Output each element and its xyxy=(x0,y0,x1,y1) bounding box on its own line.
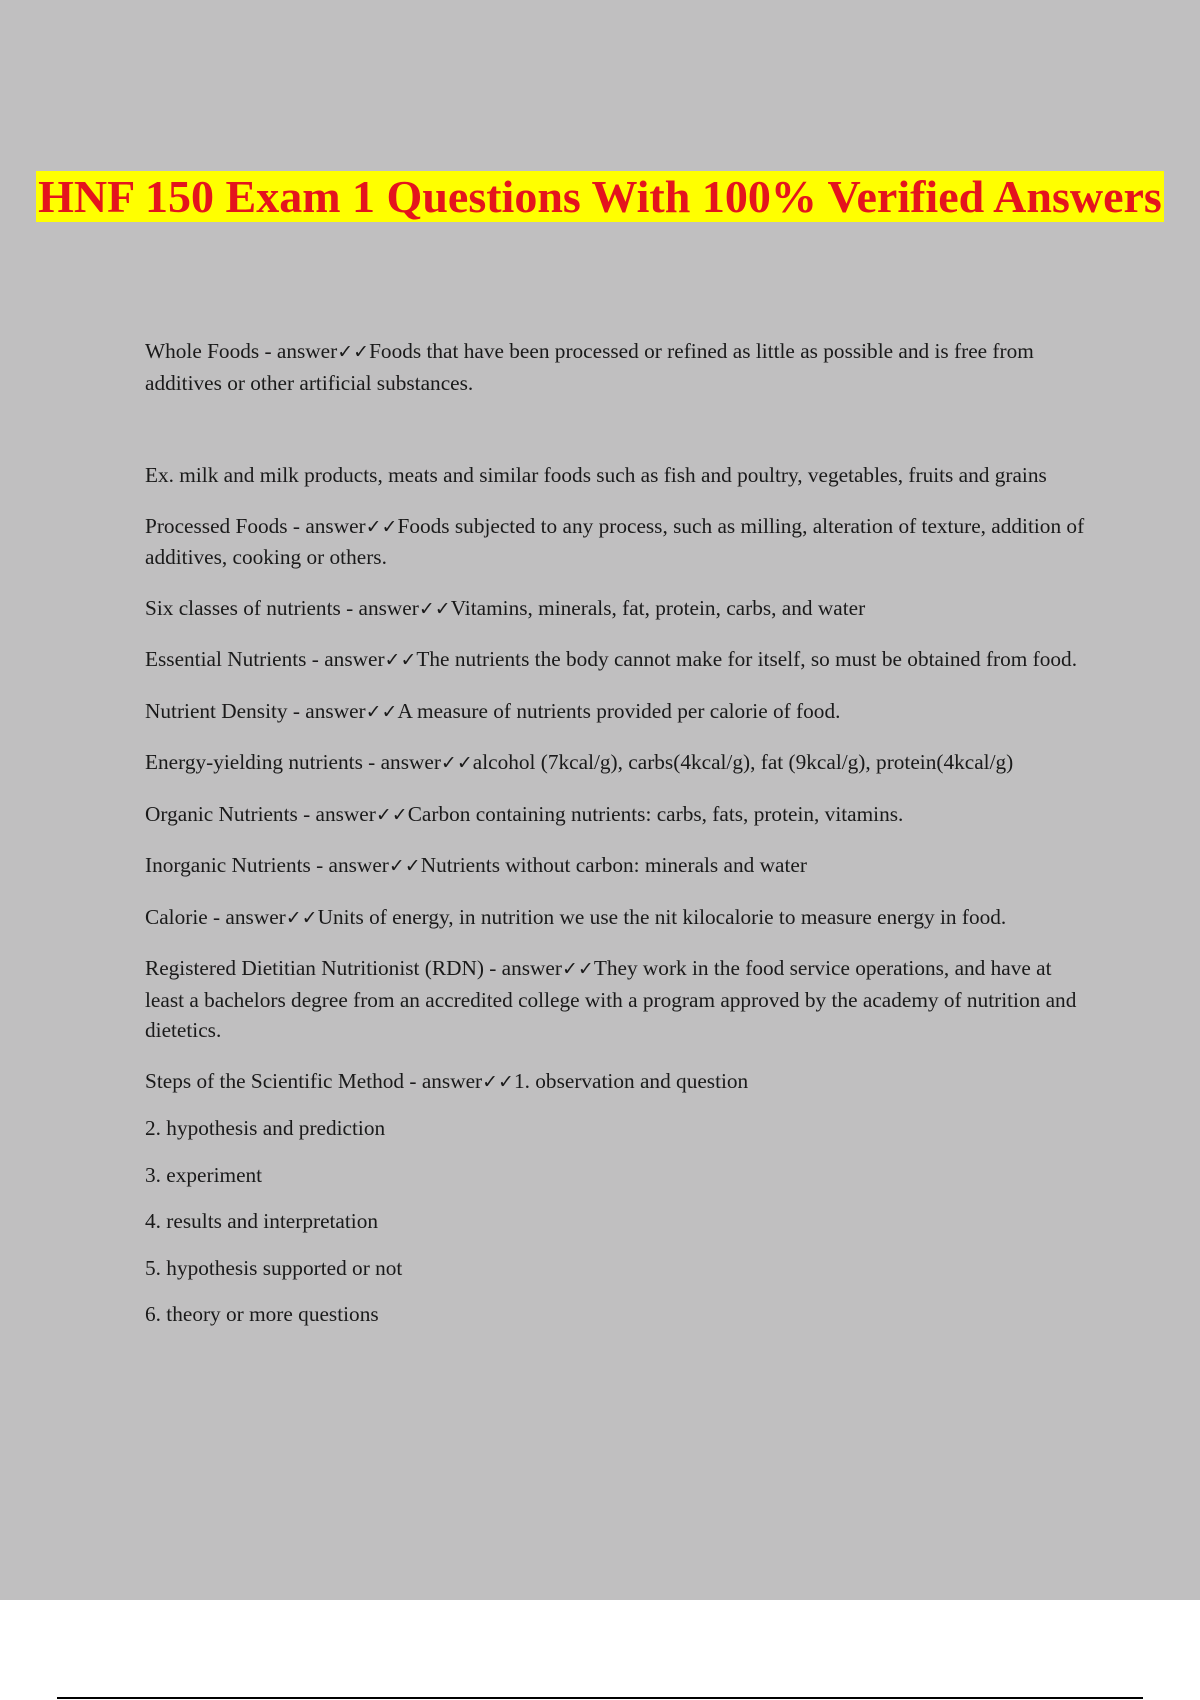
page-title: HNF 150 Exam 1 Questions With 100% Verified Answers xyxy=(38,171,1162,222)
qa-separator: - answer xyxy=(297,801,376,826)
qa-separator: - answer xyxy=(483,956,562,980)
qa-answer: Foods that have been processed or refined as little as possible and is free from additives or other artificial substances. xyxy=(145,339,1034,395)
list-item: 5. hypothesis supported or not xyxy=(145,1255,403,1280)
qa-term: Calorie xyxy=(145,904,208,929)
title-block xyxy=(0,166,1200,227)
qa-entry-processed-foods xyxy=(145,511,1085,573)
qa-term: Six classes of nutrients xyxy=(145,595,341,620)
list-item: 6. theory or more questions xyxy=(145,1302,379,1326)
qa-separator: - answer xyxy=(362,750,441,774)
qa-term: Steps of the Scientific Method xyxy=(145,1068,405,1093)
qa-answer: Nutrients without carbon: minerals and water xyxy=(420,853,807,877)
qa-separator: - answer xyxy=(306,647,385,671)
qa-entry-whole-foods xyxy=(145,336,1085,398)
qa-separator: - answer xyxy=(404,1068,483,1093)
check-icon: ✓✓ xyxy=(418,597,451,620)
check-icon: ✓✓ xyxy=(365,515,398,538)
qa-term: Essential Nutrients xyxy=(145,647,307,671)
qa-answer: They work in the food service operations, and have at least a bachelors degree from an accredited college with a program approved by the academy of nutrition and dietetics. xyxy=(145,956,1077,1042)
qa-entry-energy-yielding xyxy=(145,747,1085,779)
qa-entry-organic-nutrients xyxy=(145,799,1085,831)
qa-term: Whole Foods xyxy=(145,339,260,363)
qa-answer: Carbon containing nutrients: carbs, fats, protein, vitamins. xyxy=(407,801,904,826)
qa-content xyxy=(145,336,1085,1346)
qa-separator: - answer xyxy=(287,513,366,538)
qa-separator: - answer xyxy=(259,339,338,363)
qa-term: Energy-yielding nutrients xyxy=(145,750,363,774)
check-icon: ✓✓ xyxy=(365,700,398,723)
qa-separator: - answer xyxy=(310,853,389,877)
check-icon: ✓✓ xyxy=(440,752,473,774)
qa-answer: Units of energy, in nutrition we use the nit kilocalorie to measure energy in food. xyxy=(317,904,1007,929)
check-icon: ✓✓ xyxy=(561,958,594,980)
qa-term: Processed Foods xyxy=(145,513,288,538)
qa-answer: A measure of nutrients provided per calorie of food. xyxy=(397,698,841,723)
qa-separator: - answer xyxy=(207,904,286,929)
qa-entry-rdn xyxy=(145,953,1085,1046)
list-item: 2. hypothesis and prediction xyxy=(145,1116,386,1140)
list-item: 4. results and interpretation xyxy=(145,1209,379,1233)
qa-entry-inorganic-nutrients xyxy=(145,850,1085,882)
check-icon: ✓✓ xyxy=(388,855,421,877)
check-icon: ✓✓ xyxy=(375,803,408,826)
check-icon: ✓✓ xyxy=(285,906,318,929)
qa-entry-calorie xyxy=(145,902,1085,934)
qa-answer: 1. observation and question xyxy=(513,1068,749,1093)
qa-entry-six-classes xyxy=(145,593,1085,625)
qa-entry-scientific-method xyxy=(145,1066,1085,1098)
check-icon: ✓✓ xyxy=(337,341,370,363)
qa-separator: - answer xyxy=(340,595,419,620)
check-icon: ✓✓ xyxy=(482,1070,514,1093)
bottom-divider xyxy=(57,1697,1143,1699)
qa-term: Registered Dietitian Nutritionist (RDN) xyxy=(145,956,484,980)
qa-entry-nutrient-density xyxy=(145,696,1085,728)
example-text: Ex. milk and milk products, meats and similar foods such as fish and poultry, vegetables, fruits and grains xyxy=(145,463,1047,487)
qa-separator: - answer xyxy=(287,698,366,723)
qa-entry-essential-nutrients xyxy=(145,644,1085,676)
qa-term: Organic Nutrients xyxy=(145,801,298,826)
list-item: 3. experiment xyxy=(145,1162,263,1187)
qa-answer: alcohol (7kcal/g), carbs(4kcal/g), fat (9kcal/g), protein(4kcal/g) xyxy=(472,750,1014,774)
qa-term: Inorganic Nutrients xyxy=(145,853,311,877)
qa-answer: Vitamins, minerals, fat, protein, carbs, and water xyxy=(450,595,866,620)
qa-term: Nutrient Density xyxy=(145,698,288,723)
check-icon: ✓✓ xyxy=(384,649,417,671)
qa-answer: The nutrients the body cannot make for itself, so must be obtained from food. xyxy=(416,647,1078,671)
qa-answer: Foods subjected to any process, such as milling, alteration of texture, addition of additives, cooking or others. xyxy=(145,513,1085,569)
